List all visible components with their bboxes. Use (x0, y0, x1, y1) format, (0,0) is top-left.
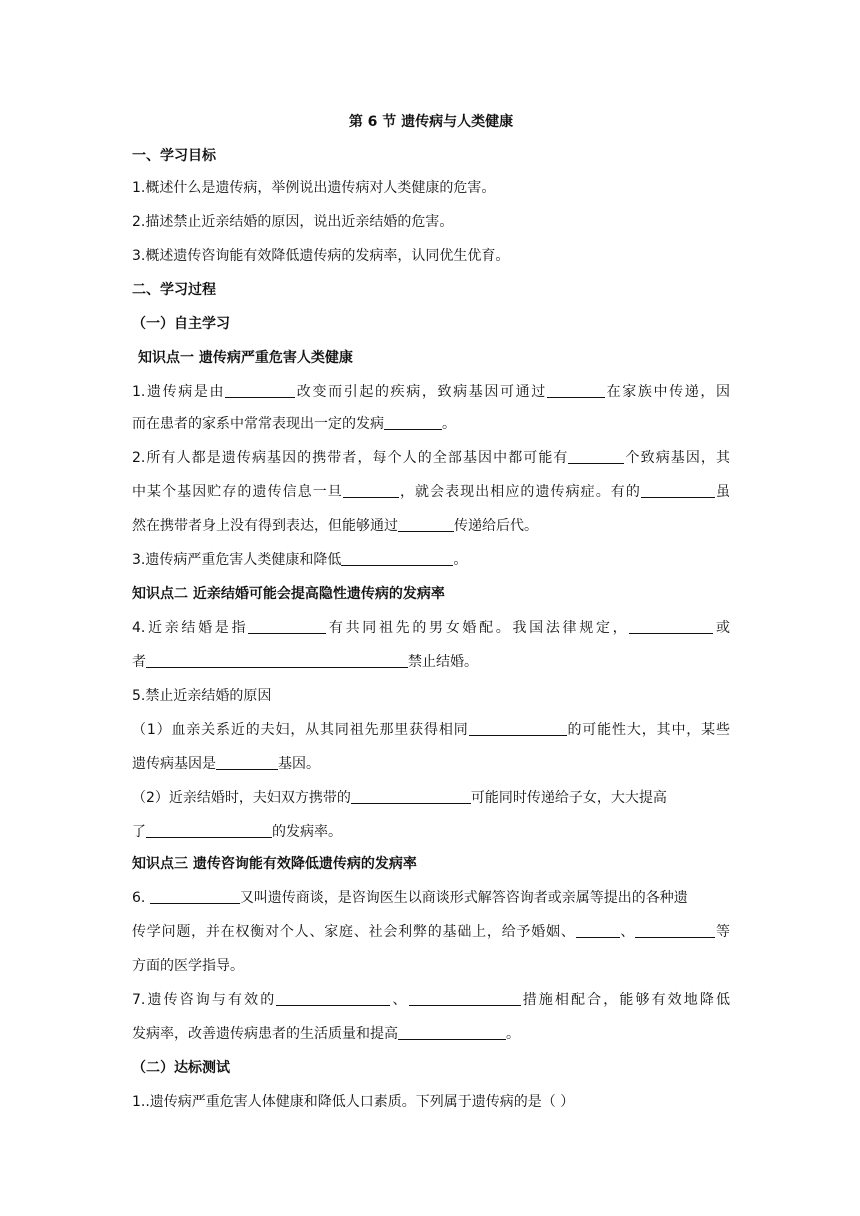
fill-blank[interactable] (248, 619, 326, 634)
page-title: 第 6 节 遗传病与人类健康 (348, 114, 514, 130)
knowledge-point-3-heading: 知识点三 遗传咨询能有效降低遗传病的发病率 (132, 856, 417, 872)
subsection-heading-self-study: （一）自主学习 (132, 316, 230, 332)
section-heading-goals: 一、学习目标 (132, 148, 216, 164)
fill-blank[interactable] (409, 991, 521, 1006)
knowledge-point-1-heading: 知识点一 遗传病严重危害人类健康 (138, 350, 353, 366)
fill-blank[interactable] (398, 517, 454, 532)
question-6-line-3: 方面的医学指导。 (132, 958, 244, 974)
fill-blank[interactable] (568, 449, 624, 464)
question-5-1-line-2: 遗传病基因是 基因。 (132, 756, 320, 772)
question-3: 3.遗传病严重危害人类健康和降低 。 (132, 552, 468, 568)
fill-blank[interactable] (384, 415, 442, 430)
goal-item: 1.概述什么是遗传病，举例说出遗传病对人类健康的危害。 (132, 180, 496, 196)
fill-blank[interactable] (216, 755, 278, 770)
question-2-line-2: 中某个基因贮存的遗传信息一旦 ，就会表现出相应的遗传病症。有的 虽 (132, 484, 730, 500)
fill-blank[interactable] (146, 823, 272, 838)
question-1-line-1: 1.遗传病是由 改变而引起的疾病，致病基因可通过 在家族中传递，因 (132, 384, 731, 400)
question-6-line-1: 6. 又叫遗传商谈，是咨询医生以商谈形式解答咨询者或亲属等提出的各种遗 (132, 890, 688, 906)
question-7-line-2: 发病率，改善遗传病患者的生活质量和提高 。 (132, 1026, 520, 1042)
question-4-line-1: 4.近亲结婚是指 有共同祖先的男女婚配。我国法律规定， 或 (132, 620, 731, 636)
fill-blank[interactable] (398, 1025, 506, 1040)
fill-blank[interactable] (547, 383, 605, 398)
fill-blank[interactable] (469, 721, 567, 736)
question-2-line-3: 然在携带者身上没有得到表达，但能够通过 传递给后代。 (132, 518, 538, 534)
question-5: 5.禁止近亲结婚的原因 (132, 688, 272, 704)
fill-blank[interactable] (341, 551, 453, 566)
fill-blank[interactable] (629, 619, 713, 634)
test-question-1: 1..遗传病严重危害人体健康和降低人口素质。下列属于遗传病的是（ ） (132, 1094, 575, 1110)
question-4-line-2: 者 禁止结婚。 (132, 654, 478, 670)
fill-blank[interactable] (343, 483, 399, 498)
goal-item: 2.描述禁止近亲结婚的原因，说出近亲结婚的危害。 (132, 214, 454, 230)
fill-blank[interactable] (351, 789, 471, 804)
fill-blank[interactable] (276, 991, 390, 1006)
goal-item: 3.概述遗传咨询能有效降低遗传病的发病率，认同优生优育。 (132, 248, 510, 264)
question-6-line-2: 传学问题，并在权衡对个人、家庭、社会利弊的基础上，给予婚姻、 、 等 (132, 924, 731, 940)
fill-blank[interactable] (150, 889, 240, 904)
fill-blank[interactable] (225, 383, 295, 398)
fill-blank[interactable] (146, 653, 408, 668)
fill-blank[interactable] (635, 923, 715, 938)
fill-blank[interactable] (576, 923, 620, 938)
subsection-heading-test: （二）达标测试 (132, 1060, 230, 1076)
section-heading-process: 二、学习过程 (132, 282, 216, 298)
question-2-line-1: 2.所有人都是遗传病基因的携带者，每个人的全部基因中都可能有 个致病基因，其 (132, 450, 730, 466)
question-5-1-line-1: （1）血亲关系近的夫妇，从其同祖先那里获得相同 的可能性大，其中，某些 (132, 722, 731, 738)
question-7-line-1: 7.遗传咨询与有效的 、 措施相配合，能够有效地降低 (132, 992, 731, 1008)
question-5-2-line-1: （2）近亲结婚时，夫妇双方携带的 可能同时传递给子女，大大提高 (132, 790, 667, 806)
knowledge-point-2-heading: 知识点二 近亲结婚可能会提高隐性遗传病的发病率 (132, 586, 445, 602)
fill-blank[interactable] (641, 483, 715, 498)
question-5-2-line-2: 了 的发病率。 (132, 824, 342, 840)
question-1-line-2: 而在患者的家系中常常表现出一定的发病 。 (132, 416, 456, 432)
